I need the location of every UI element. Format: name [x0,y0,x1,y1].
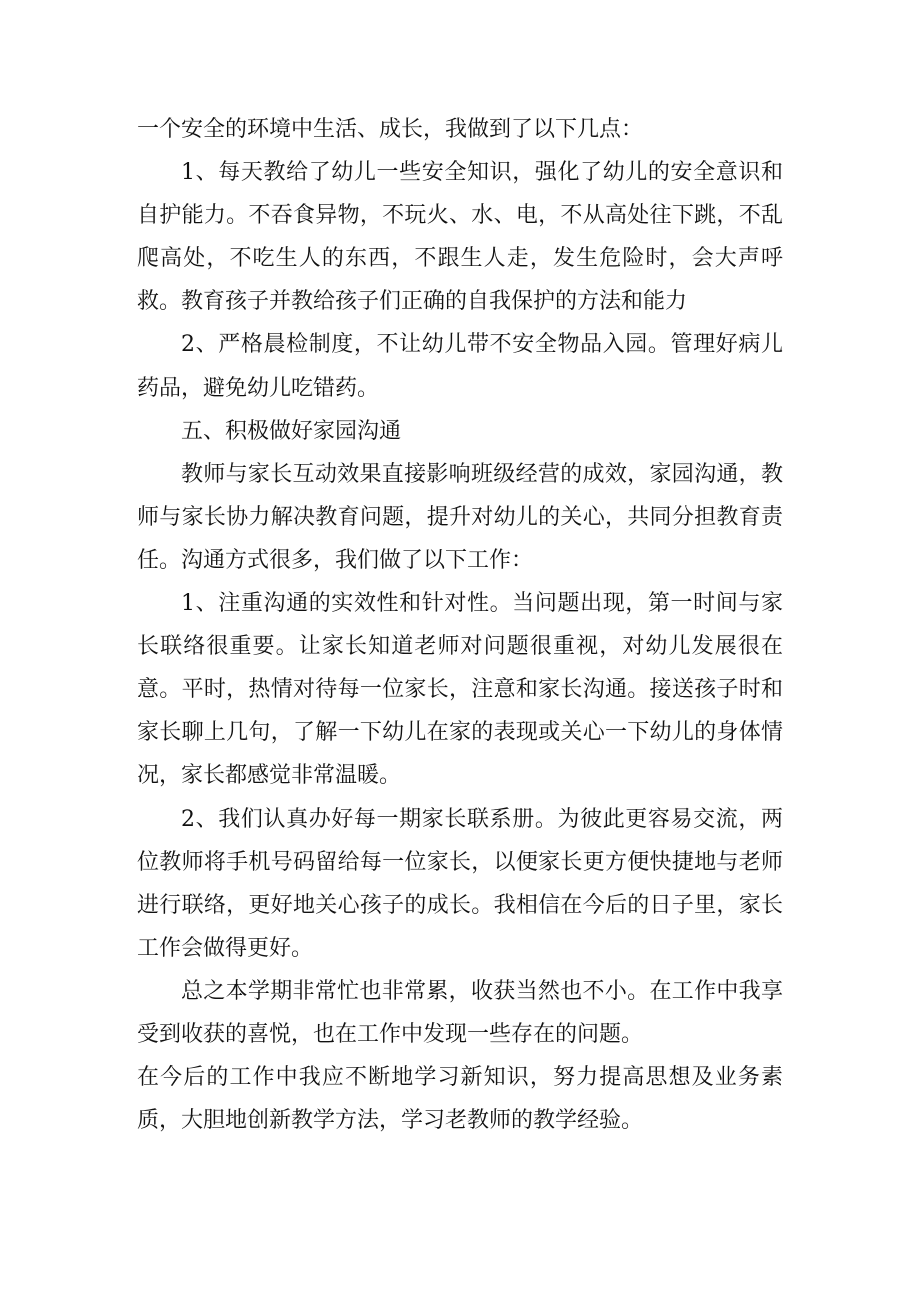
paragraph-continuation: 一个安全的环境中生活、成长，我做到了以下几点： [137,117,644,142]
section-heading-home-school: 五、积极做好家园沟通 [181,418,402,444]
paragraph-communication-effectiveness: 1、注重沟通的实效性和针对性。当问题出现，第一时间与家长联络很重要。让家长知道老师对问题很重视，对幼儿发展很在意。平时，热情对待每一位家长，注意和家长沟通。接送孩子时和家长聊上几句，了解一下幼儿在家的表现或关心一下幼儿的身体情况，家长都感觉非常温暖。 [137,591,783,789]
paragraph-summary: 总之本学期非常忙也非常累，收获当然也不小。在工作中我享受到收获的喜悦，也在工作中发现一些存在的问题。 [137,978,783,1047]
paragraph-future-work: 在今后的工作中我应不断地学习新知识，努力提高思想及业务素质，大胆地创新教学方法，学习老教师的教学经验。 [137,1065,783,1134]
paragraph-contact-book: 2、我们认真办好每一期家长联系册。为彼此更容易交流，两位教师将手机号码留给每一位家长，以便家长更方便快捷地与老师进行联络，更好地关心孩子的成长。我相信在今后的日子里，家长工作会做得更好。 [137,806,783,961]
paragraph-teacher-parent: 教师与家长互动效果直接影响班级经营的成效，家园沟通，教师与家长协力解决教育问题，提升对幼儿的关心，共同分担教育责任。沟通方式很多，我们做了以下工作： [137,461,783,573]
paragraph-safety-knowledge: 1、每天教给了幼儿一些安全知识，强化了幼儿的安全意识和自护能力。不吞食异物，不玩火、水、电，不从高处往下跳，不乱爬高处，不吃生人的东西，不跟生人走，发生危险时，会大声呼救。教育孩子并教给孩子们正确的自我保护的方法和能力 [137,160,783,315]
paragraph-morning-check: 2、严格晨检制度，不让幼儿带不安全物品入园。管理好病儿药品，避免幼儿吃错药。 [137,332,783,401]
document-body [137,108,783,1142]
